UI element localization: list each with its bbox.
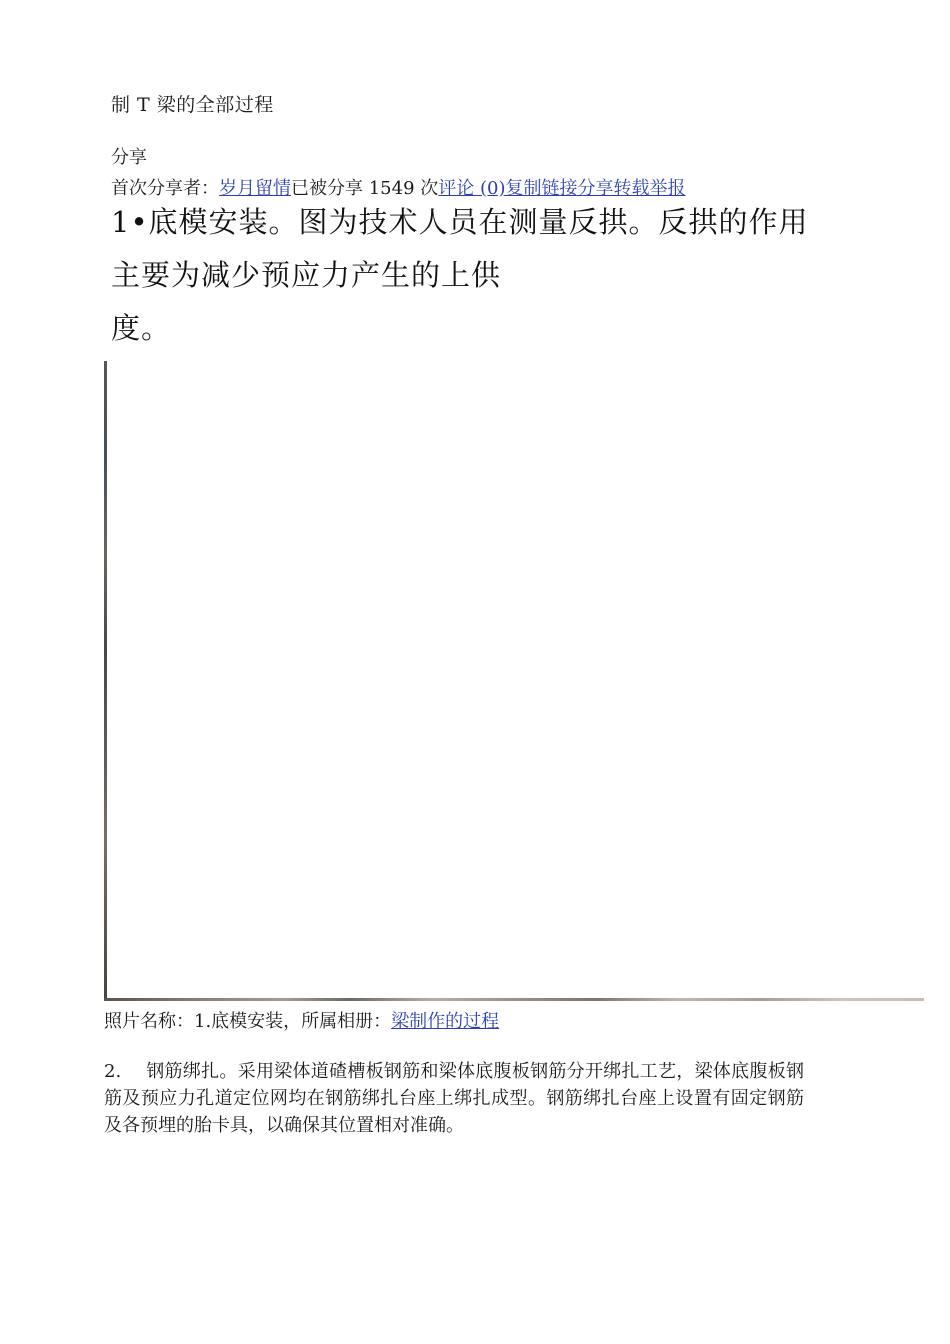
shared-count: 已被分享 1549 次 — [291, 178, 439, 199]
bottom-formwork-photo — [104, 361, 924, 1001]
share-meta-line — [111, 174, 685, 200]
photo-caption — [104, 1007, 499, 1033]
share-link[interactable]: 分享 — [577, 178, 614, 199]
section2-paragraph — [104, 1058, 804, 1139]
forward-link[interactable]: 转载 — [613, 178, 650, 199]
section2-number: 2. — [104, 1061, 122, 1082]
sharer-name-link[interactable]: 岁月留情 — [219, 178, 291, 199]
album-link[interactable]: 梁制作的过程 — [391, 1011, 500, 1032]
copy-link[interactable]: 复制链接 — [505, 178, 578, 199]
photo-bottom-edge — [104, 998, 924, 1001]
section1-heading-line3: 度。 — [111, 311, 172, 345]
photo-left-edge — [104, 361, 107, 1001]
report-link[interactable]: 举报 — [649, 178, 686, 199]
section2-text: 钢筋绑扎。采用梁体道碴槽板钢筋和梁体底腹板钢筋分开绑扎工艺，梁体底腹板钢筋及预应力孔道定位网均在钢筋绑扎台座上绑扎成型。钢筋绑扎台座上设置有固定钢筋及各预埋的胎卡具，以确保其位置相对准确。 — [104, 1061, 804, 1136]
photo-caption-prefix: 照片名称：1.底模安装，所属相册： — [104, 1011, 392, 1032]
page-title: 制 T 梁的全部过程 — [111, 94, 274, 116]
section1-heading-line1: 1•底模安装。图为技术人员在测量反拱。反拱的作用 — [111, 205, 809, 239]
section1-heading-line2: 主要为减少预应力产生的上供 — [111, 258, 502, 292]
share-label: 分享 — [111, 147, 147, 168]
comment-link[interactable]: 评论 (0) — [438, 178, 506, 199]
first-sharer-label: 首次分享者： — [111, 178, 219, 199]
